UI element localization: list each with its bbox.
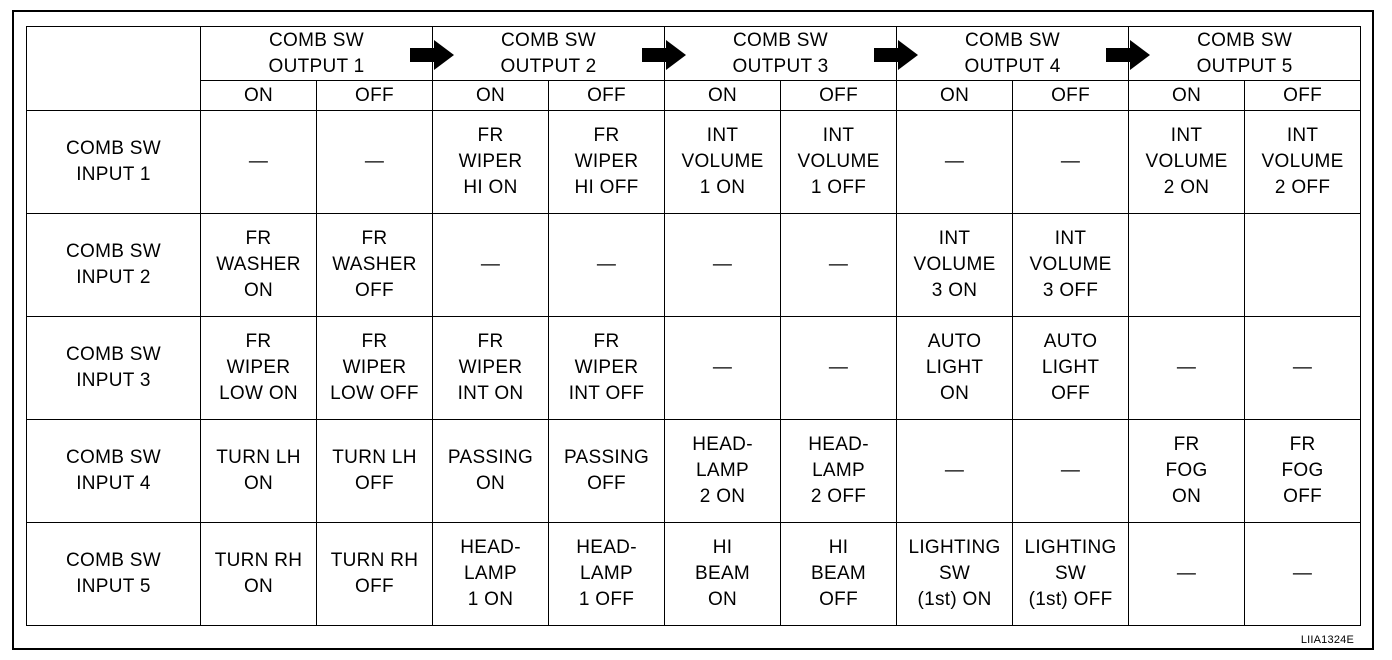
off-header: OFF — [1013, 81, 1129, 111]
corner-cell — [27, 27, 201, 111]
input-row-label: COMB SW INPUT 1 — [27, 111, 201, 214]
matrix-cell: INT VOLUME 2 ON — [1129, 111, 1245, 214]
matrix-cell: INT VOLUME 3 ON — [897, 214, 1013, 317]
on-header: ON — [1129, 81, 1245, 111]
matrix-cell: TURN LH OFF — [317, 420, 433, 523]
off-header: OFF — [549, 81, 665, 111]
matrix-cell: TURN RH OFF — [317, 523, 433, 626]
matrix-cell: FR WIPER HI OFF — [549, 111, 665, 214]
matrix-cell: HI BEAM ON — [665, 523, 781, 626]
figure-code: LIIA1324E — [1300, 634, 1354, 646]
output-5-header: COMB SW OUTPUT 5 — [1129, 27, 1361, 81]
input-row-label: COMB SW INPUT 5 — [27, 523, 201, 626]
matrix-cell: LIGHTING SW (1st) ON — [897, 523, 1013, 626]
input-row — [27, 214, 1361, 317]
matrix-cell: FR WASHER OFF — [317, 214, 433, 317]
matrix-cell: — — [1245, 317, 1361, 420]
matrix-cell: — — [781, 214, 897, 317]
input-row — [27, 523, 1361, 626]
switch-matrix-table — [26, 26, 1361, 626]
matrix-cell: FR WIPER HI ON — [433, 111, 549, 214]
matrix-cell: — — [201, 111, 317, 214]
matrix-cell: — — [1129, 523, 1245, 626]
off-header: OFF — [781, 81, 897, 111]
matrix-cell: FR WIPER INT ON — [433, 317, 549, 420]
matrix-cell: INT VOLUME 1 ON — [665, 111, 781, 214]
input-row — [27, 420, 1361, 523]
on-header: ON — [897, 81, 1013, 111]
input-row-label: COMB SW INPUT 3 — [27, 317, 201, 420]
matrix-cell: FR WIPER INT OFF — [549, 317, 665, 420]
matrix-cell: FR WIPER LOW OFF — [317, 317, 433, 420]
matrix-cell: FR WASHER ON — [201, 214, 317, 317]
input-row-label: COMB SW INPUT 4 — [27, 420, 201, 523]
matrix-cell: — — [665, 214, 781, 317]
output-1-header: COMB SW OUTPUT 1 — [201, 27, 433, 81]
off-header: OFF — [1245, 81, 1361, 111]
matrix-cell: FR FOG OFF — [1245, 420, 1361, 523]
input-row — [27, 317, 1361, 420]
matrix-cell: AUTO LIGHT OFF — [1013, 317, 1129, 420]
on-header: ON — [433, 81, 549, 111]
matrix-cell: HEAD- LAMP 2 OFF — [781, 420, 897, 523]
matrix-cell: HEAD- LAMP 1 ON — [433, 523, 549, 626]
matrix-cell: HEAD- LAMP 1 OFF — [549, 523, 665, 626]
matrix-cell: LIGHTING SW (1st) OFF — [1013, 523, 1129, 626]
matrix-cell: INT VOLUME 3 OFF — [1013, 214, 1129, 317]
matrix-cell: — — [897, 111, 1013, 214]
matrix-cell: — — [1013, 420, 1129, 523]
matrix-cell: — — [1245, 523, 1361, 626]
output-2-header: COMB SW OUTPUT 2 — [433, 27, 665, 81]
matrix-cell: — — [1013, 111, 1129, 214]
output-4-header: COMB SW OUTPUT 4 — [897, 27, 1129, 81]
matrix-cell: FR FOG ON — [1129, 420, 1245, 523]
matrix-cell: — — [897, 420, 1013, 523]
output-header-row — [27, 27, 1361, 81]
output-3-header: COMB SW OUTPUT 3 — [665, 27, 897, 81]
matrix-cell: HI BEAM OFF — [781, 523, 897, 626]
matrix-cell: — — [433, 214, 549, 317]
right-arrow-icon — [410, 38, 454, 72]
matrix-cell: TURN LH ON — [201, 420, 317, 523]
input-row-label: COMB SW INPUT 2 — [27, 214, 201, 317]
matrix-cell: — — [317, 111, 433, 214]
off-header: OFF — [317, 81, 433, 111]
right-arrow-icon — [1106, 38, 1150, 72]
matrix-cell: INT VOLUME 1 OFF — [781, 111, 897, 214]
right-arrow-icon — [874, 38, 918, 72]
matrix-cell: — — [781, 317, 897, 420]
right-arrow-icon — [642, 38, 686, 72]
matrix-cell: PASSING ON — [433, 420, 549, 523]
matrix-cell: TURN RH ON — [201, 523, 317, 626]
on-header: ON — [665, 81, 781, 111]
matrix-cell: — — [549, 214, 665, 317]
matrix-cell — [1245, 214, 1361, 317]
matrix-cell: AUTO LIGHT ON — [897, 317, 1013, 420]
matrix-cell: INT VOLUME 2 OFF — [1245, 111, 1361, 214]
matrix-cell: HEAD- LAMP 2 ON — [665, 420, 781, 523]
matrix-cell: — — [665, 317, 781, 420]
matrix-cell: — — [1129, 317, 1245, 420]
matrix-cell: FR WIPER LOW ON — [201, 317, 317, 420]
input-row — [27, 111, 1361, 214]
matrix-cell — [1129, 214, 1245, 317]
on-header: ON — [201, 81, 317, 111]
matrix-cell: PASSING OFF — [549, 420, 665, 523]
on-off-header-row — [27, 81, 1361, 111]
